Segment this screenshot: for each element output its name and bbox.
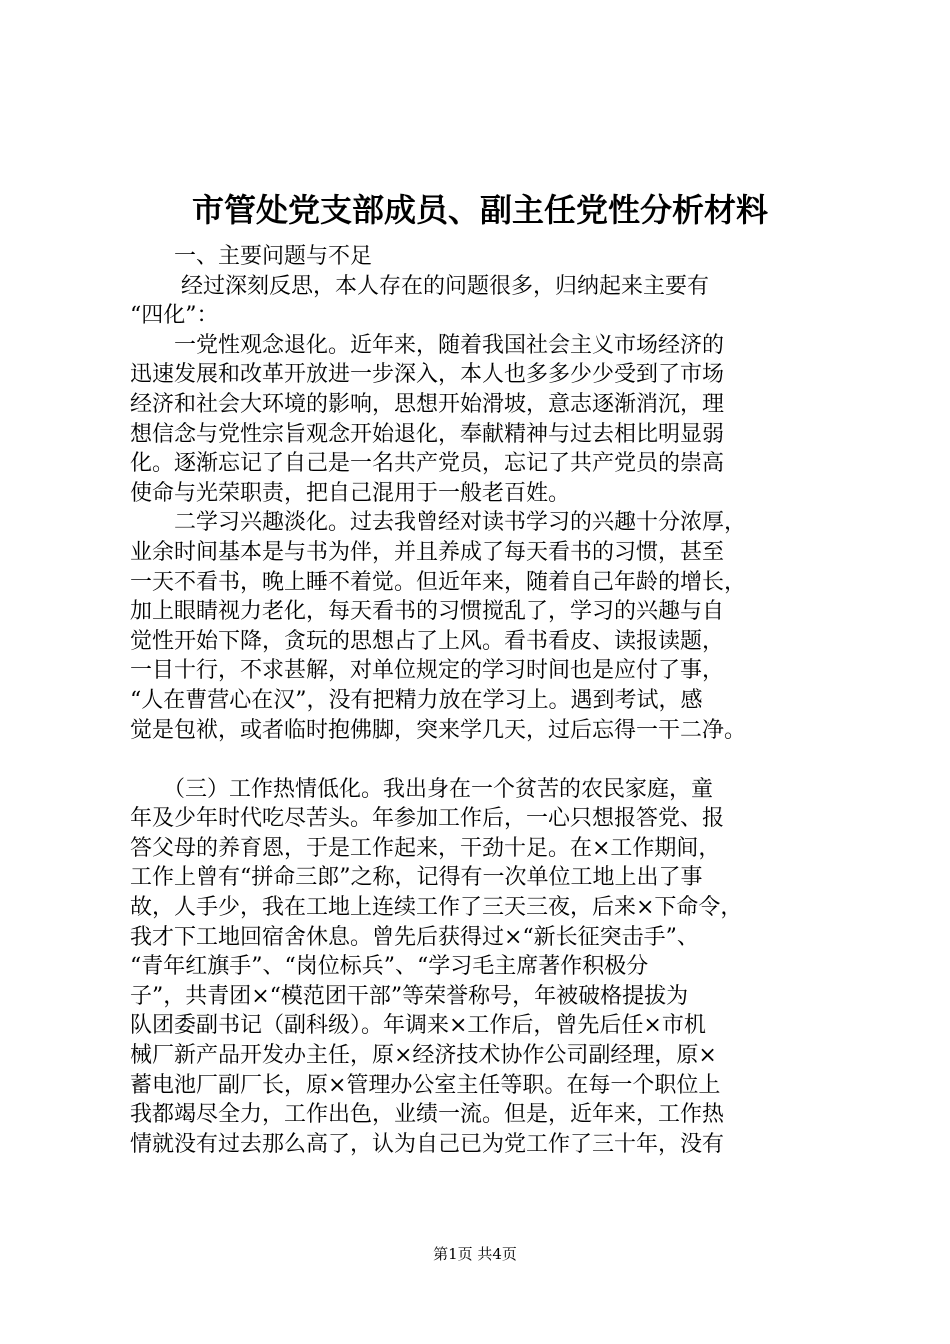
text-line: 工作上曾有“拼命三郎”之称，记得有一次单位工地上出了事 <box>130 865 703 891</box>
text-line: 我都竭尽全力，工作出色，业绩一流。但是，近年来，工作热 <box>130 1102 725 1128</box>
text-line: 二学习兴趣淡化。过去我曾经对读书学习的兴趣十分浓厚， <box>130 510 747 536</box>
text-line: 一天不看书，晚上睡不着觉。但近年来，随着自己年龄的增长， <box>130 569 747 595</box>
text-line: “人在曹营心在汉”，没有把精力放在学习上。遇到考试，感 <box>130 687 703 713</box>
text-line: “青年红旗手”、“岗位标兵”、“学习毛主席著作积极分 <box>130 954 649 980</box>
text-line: 我才下工地回宿舍休息。曾先后获得过×“新长征突击手”、 <box>130 924 699 950</box>
text-line: 蓄电池厂副厂长，原×管理办公室主任等职。在每一个职位上 <box>130 1072 721 1098</box>
text-line: 使命与光荣职责，把自己混用于一般老百姓。 <box>130 480 571 506</box>
text-line: 化。逐渐忘记了自己是一名共产党员，忘记了共产党员的崇高 <box>130 451 725 477</box>
text-line: （三）工作热情低化。我出身在一个贫苦的农民家庭，童 <box>130 776 714 802</box>
document-title: 市管处党支部成员、副主任党性分析材料 <box>191 191 768 229</box>
text-line: 想信念与党性宗旨观念开始退化，奉献精神与过去相比明显弱 <box>130 421 725 447</box>
text-line: 业余时间基本是与书为伴，并且养成了每天看书的习惯，甚至 <box>130 539 725 565</box>
text-line: 答父母的养育恩，于是工作起来，干劲十足。在×工作期间， <box>130 835 721 861</box>
text-line: 经济和社会大环境的影响，思想开始滑坡，意志逐渐消沉，理 <box>130 391 725 417</box>
text-line: 故，人手少，我在工地上连续工作了三天三夜，后来×下命令， <box>130 895 743 921</box>
text-line: 迅速发展和改革开放进一步深入，本人也多多少少受到了市场 <box>130 362 725 388</box>
text-line: 觉是包袱，或者临时抱佛脚，突来学几天，过后忘得一干二净。 <box>130 717 747 743</box>
text-line: “四化”： <box>130 303 219 329</box>
page-footer: 第1页 共4页 <box>433 1245 517 1263</box>
section-heading: 一、主要问题与不足 <box>130 244 373 269</box>
text-line: 觉性开始下降，贪玩的思想占了上风。看书看皮、读报读题， <box>130 628 725 654</box>
text-line: 经过深刻反思，本人存在的问题很多，归纳起来主要有 <box>130 273 709 299</box>
text-line: 一目十行，不求甚解，对单位规定的学习时间也是应付了事， <box>130 658 725 684</box>
text-line: 年及少年时代吃尽苦头。年参加工作后，一心只想报答党、报 <box>130 806 725 832</box>
text-line: 队团委副书记（副科级）。年调来×工作后，曾先后任×市机 <box>130 1013 706 1039</box>
text-line: 械厂新产品开发办主任，原×经济技术协作公司副经理，原× <box>130 1043 717 1069</box>
document-body <box>130 242 850 1159</box>
text-line: 加上眼睛视力老化，每天看书的习惯搅乱了，学习的兴趣与自 <box>130 599 725 625</box>
text-line: 子”，共青团×“模范团干部”等荣誉称号，年被破格提拔为 <box>130 983 689 1009</box>
text-line: 情就没有过去那么高了，认为自己已为党工作了三十年，没有 <box>130 1131 725 1157</box>
blank-line <box>130 745 850 775</box>
text-line: 一党性观念退化。近年来，随着我国社会主义市场经济的 <box>130 332 725 358</box>
